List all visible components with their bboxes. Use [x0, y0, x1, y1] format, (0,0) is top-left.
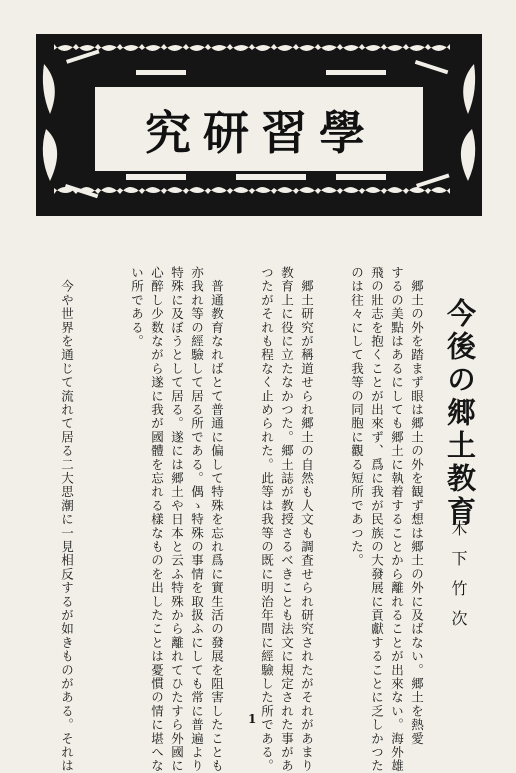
body-column: 郷土の外を踏まず眼は郷土の外を観ず想は郷土の外に及ばない。郷土を熱愛 — [409, 266, 425, 746]
body-column: 郷土研究が稱道せられ郷土の自然も人文も調査せられ研究されたがそれがあまり — [299, 266, 315, 773]
body-column: 亦我れ等の經驗して居る所である。偶ゝ特殊の事情を取扱ふにしても常に普遍より — [189, 266, 205, 773]
body-column: 飛の壯志を抱くことが出來ず、爲に我が民族の大發展に貢獻することに乏しかつた — [369, 266, 385, 773]
woodcut-header-banner — [36, 34, 482, 216]
header-title: 學習研究 — [145, 106, 377, 160]
body-column: 今や世界を通じて流れて居る二大思潮に一見相反するが如きものがある。それは — [59, 266, 75, 773]
body-column: するの美點はあるにしても郷土に執着することから離れることが出來ない。海外雄 — [389, 266, 405, 773]
body-column: 普通教育なればとて普通に偏して特殊を忘れ爲に實生活の發展を阻害したことも — [209, 266, 225, 773]
page-number: 1 — [248, 712, 257, 726]
body-column: のは往々にして我等の同胞に觀る短所であつた。 — [349, 266, 365, 568]
body-column: 特殊に及ぼうとして居る。遂には郷土や日本と云ふ特殊から離れてひたすら外國に — [169, 266, 185, 773]
body-column: 教育上に役に立たなかつた。郷土誌が教授さるべきことも法文に規定された事があ — [279, 266, 295, 773]
article-author: 木下竹次 — [449, 520, 468, 640]
body-column: 心醉し少数ながら遂に我が國體を忘れる樣なものを出したことは憂慣の情に堪へな — [149, 266, 165, 773]
body-column: つたがそれも程なく止められた。此等は我等の既に明治年間に經驗した所である。 — [259, 266, 275, 773]
body-column: い所である。 — [129, 266, 145, 349]
article-title: 今後の郷土教育 — [443, 298, 477, 529]
